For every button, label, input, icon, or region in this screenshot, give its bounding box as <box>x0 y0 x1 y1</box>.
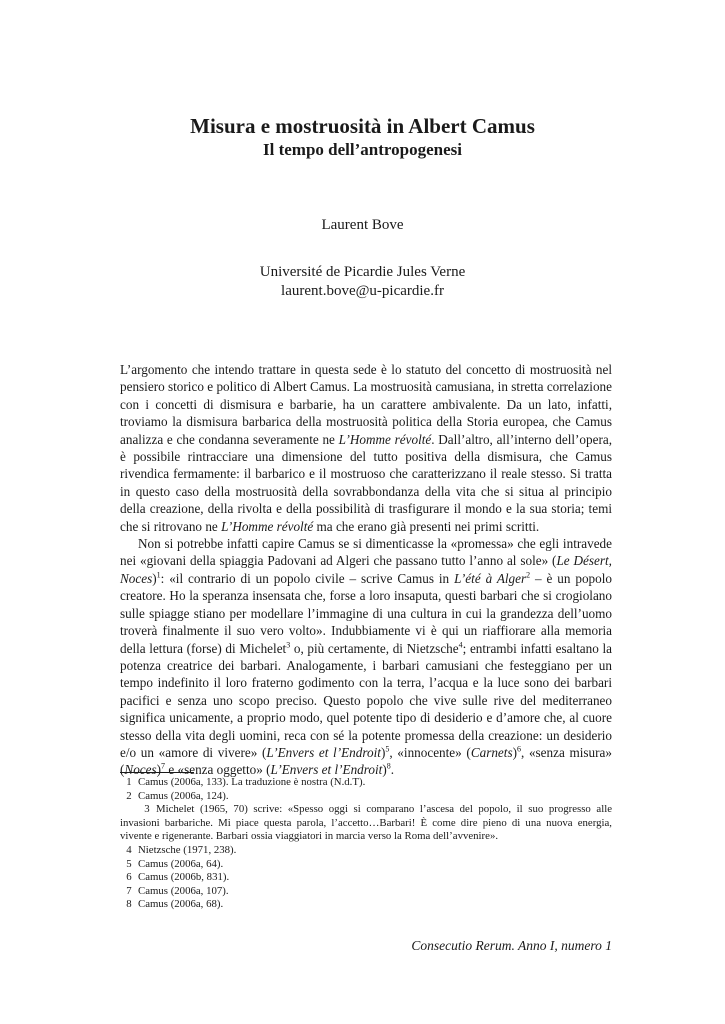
p2-work-title: L’Envers et l’Endroit <box>270 762 383 778</box>
footnote-number: 5 <box>126 857 132 870</box>
p2-text-f: ; entrambi infatti esaltano la potenza creatrice dei barbari. Analogamente, i barbari camusiani che festeggiano per un tempo indefinito il loro fraterno godimento con la terra, l’acqua e la luce sono dei barbari pacifici e senza uno scopo preciso. Questo popolo che vive sulle rive del mediterraneo significa unicamente, a proprio modo, quel potente tipo di desiderio e d’amore che, al cuore stesso della vita degli uomini, reca con sé la potente promessa della creazione: un desiderio e/o un «amore di vivere» ( <box>120 640 612 760</box>
footnote-ref[interactable]: 6 <box>516 744 521 754</box>
p1-text-b: . Dall’altro, all’interno dell’opera, è possibile rintracciare una dimensione del tutto positiva della dismisura, che Camus rivendica fermamente: il barbarico e il mostruoso che caratterizzano il reale stesso. Si tratta in questo caso della mostruosità della sovrabbondanza della vita che si situa al principio della creazione, della rivolta e della possibilità di trasfigurare il mondo e la sua storia; temi che si ritrovano ne <box>120 431 612 534</box>
footnote-ref[interactable]: 8 <box>386 761 391 771</box>
p2-text-k: ) <box>156 762 162 778</box>
footnote-text: Camus (2006a, 68). <box>138 898 224 911</box>
footnote-number: 3 <box>144 803 150 816</box>
article-title: Misura e mostruosità in Albert Camus <box>190 114 535 138</box>
footnote-number: 2 <box>126 789 132 802</box>
p2-work-title: Le Désert, Noces <box>120 553 612 586</box>
p2-text-d: – è un popolo creatore. Ho la speranza insensata che, forse a loro insaputa, questi barbari che si crogiolano sulle spiagge stiano per modellare l’immagine di una cultura in cui la grandezza dell’uomo troverà finalmente il suo vero volto». Indubbiamente vi è qui un riaffiorare alla memoria della lettura (forse) di Michelet <box>120 570 612 656</box>
body-paragraph-2 <box>120 535 612 779</box>
footnote-number: 1 <box>126 776 132 788</box>
footnote-ref[interactable]: 5 <box>385 744 390 754</box>
footnote <box>120 776 612 790</box>
footnote-ref[interactable]: 1 <box>156 570 161 580</box>
footnote <box>120 898 612 912</box>
footnote-number: 7 <box>126 884 132 897</box>
p2-text-g: ) <box>380 744 386 760</box>
footnote <box>120 790 612 804</box>
author-email: laurent.bove@u-picardie.fr <box>281 283 444 299</box>
footnote-text: Michelet (1965, 70) scrive: «Spesso oggi si comparano l’ascesa del popolo, il suo progresso alle invasioni barbariche. Mi piace questa parola, l’accetto…Barbari! È come dire pieno di una nuova energia, vivente e rigenerante. Barbari ossia viaggiatori in marcia verso la Roma dell’avvenire». <box>120 803 612 843</box>
footnote-text: Camus (2006a, 124). <box>138 789 229 802</box>
p1-work-title: L’Homme révolté <box>338 431 432 447</box>
footnote-number: 6 <box>126 871 132 884</box>
article-body <box>120 361 612 779</box>
footnote-text: Camus (2006b, 831). <box>138 871 230 884</box>
article-subtitle: Il tempo dell’antropogenesi <box>263 140 462 159</box>
footnote-text: Camus (2006a, 133). La traduzione è nostra (N.d.T). <box>138 776 366 788</box>
footnote <box>120 803 612 844</box>
p2-text-a: Non si potrebbe infatti capire Camus se si dimenticasse la «promessa» che egli intravede nei «giovani della spiaggia Padovani ad Algeri che passano tutto l’anno al sole» ( <box>120 536 612 569</box>
footnote-text: Camus (2006a, 64). <box>138 857 224 870</box>
footnote-number: 8 <box>126 898 132 911</box>
p2-text-i: ) <box>512 744 517 760</box>
p2-work-title: L’été à Alger <box>454 570 527 586</box>
p2-text-c: : «il contrario di un popolo civile – scrive Camus in <box>160 570 455 586</box>
footnote <box>120 871 612 885</box>
p2-work-title: Carnets <box>470 744 513 760</box>
footnote-ref[interactable]: 3 <box>286 640 291 650</box>
footnote-divider <box>120 772 194 773</box>
p2-work-title: Noces <box>124 762 157 778</box>
footnote-ref[interactable]: 7 <box>161 761 166 771</box>
p2-text-j: , «senza misura» ( <box>120 744 612 778</box>
p2-text-n: . <box>390 762 395 778</box>
footnote-ref[interactable]: 4 <box>458 640 463 650</box>
p2-text-e: o, più certamente, di Nietzsche <box>290 640 459 656</box>
author-affiliation: Université de Picardie Jules Verne <box>259 264 466 280</box>
body-paragraph-1 <box>120 361 612 535</box>
p2-work-title: L’Envers et l’Endroit <box>266 744 381 760</box>
footnotes-section <box>120 776 612 912</box>
p2-text-m: ) <box>382 762 387 778</box>
p2-text-b: ) <box>152 570 157 586</box>
footnote-number: 4 <box>126 843 132 856</box>
footnote-text: Nietzsche (1971, 238). <box>138 843 237 856</box>
journal-footer: Consecutio Rerum. Anno I, numero 1 <box>411 938 612 953</box>
footnote-ref[interactable]: 2 <box>526 570 531 580</box>
p2-text-l: e «senza oggetto» ( <box>165 762 271 778</box>
p1-text-c: ma che erano già presenti nei primi scritti. <box>313 518 540 534</box>
p1-text-a: L’argomento che intendo trattare in questa sede è lo statuto del concetto di mostruosità nel pensiero storico e politico di Albert Camus. La mostruosità camusiana, in stretta correlazione con i concetti di dismisura e barbarie, ha un carattere ambivalente. Da un lato, infatti, troviamo la dismisura barbarica della mostruosità politica della Storia europea, che Camus analizza e che condanna severamente ne <box>120 362 612 447</box>
footnote <box>120 858 612 872</box>
p2-text-h: , «innocente» ( <box>389 744 471 760</box>
author-name: Laurent Bove <box>321 217 404 233</box>
footnote-text: Camus (2006a, 107). <box>138 884 229 897</box>
footnote <box>120 844 612 858</box>
p1-work-title: L’Homme révolté <box>221 518 314 534</box>
footnote <box>120 885 612 899</box>
